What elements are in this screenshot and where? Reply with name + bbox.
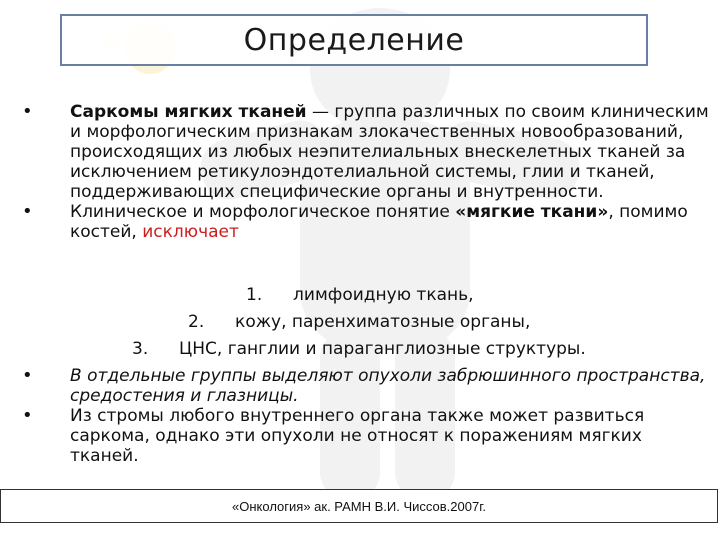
bullet-organ-stroma [22, 406, 712, 466]
slide-content-lower [22, 366, 712, 466]
bullet-mark: • [22, 405, 33, 426]
separate-groups-text: В отдельные группы выделяют опухоли забрюшинного пространства, средостения и глазницы. [70, 366, 706, 406]
excluded-item-text: лимфоидную ткань, [293, 285, 474, 305]
bullet-mark: • [22, 101, 33, 122]
term-soft-tissues: «мягкие ткани» [455, 202, 609, 222]
excluded-item-text: кожу, паренхиматозные органы, [235, 312, 531, 332]
excluded-item-number: 2. [188, 312, 205, 332]
definition-text: — группа различных по своим клиническим и морфологическим признакам злокачественных новообразований, происходящих из любых неэпителиальных внескелетных тканей за исключением ретикулоэндотелиальной системы, глии и тканей, поддерживающих специфические органы и внутренности. [70, 102, 709, 202]
slide-title: Определение [243, 22, 465, 58]
bullet-mark: • [22, 201, 33, 222]
excluded-item-number: 1. [246, 285, 263, 305]
organ-stroma-text: Из стромы любого внутреннего органа также может развиться саркома, однако эти опухоли не относят к поражениям мягких тканей. [70, 406, 645, 466]
concept-text-mid: , помимо костей, [70, 202, 688, 242]
bullet-definition [22, 102, 712, 202]
excluded-item-3 [132, 339, 586, 359]
excluded-item-1 [246, 285, 474, 305]
bullet-soft-tissue-concept [22, 202, 712, 242]
excluded-item-text: ЦНС, ганглии и параганглиозные структуры. [179, 339, 586, 359]
slide-content [22, 102, 712, 242]
citation-text: «Онкология» ак. РАМН В.И. Чиссов.2007г. [232, 498, 486, 514]
citation-footer [0, 489, 718, 523]
title-box [60, 14, 648, 66]
excluded-item-number: 3. [132, 339, 149, 359]
excludes-word: исключает [142, 222, 239, 242]
bullet-separate-groups [22, 366, 712, 406]
bullet-mark: • [22, 365, 33, 386]
excluded-item-2 [188, 312, 530, 332]
concept-text-pre: Клиническое и морфологическое понятие [70, 202, 456, 222]
term-soft-tissue-sarcoma: Саркомы мягких тканей [70, 102, 307, 122]
